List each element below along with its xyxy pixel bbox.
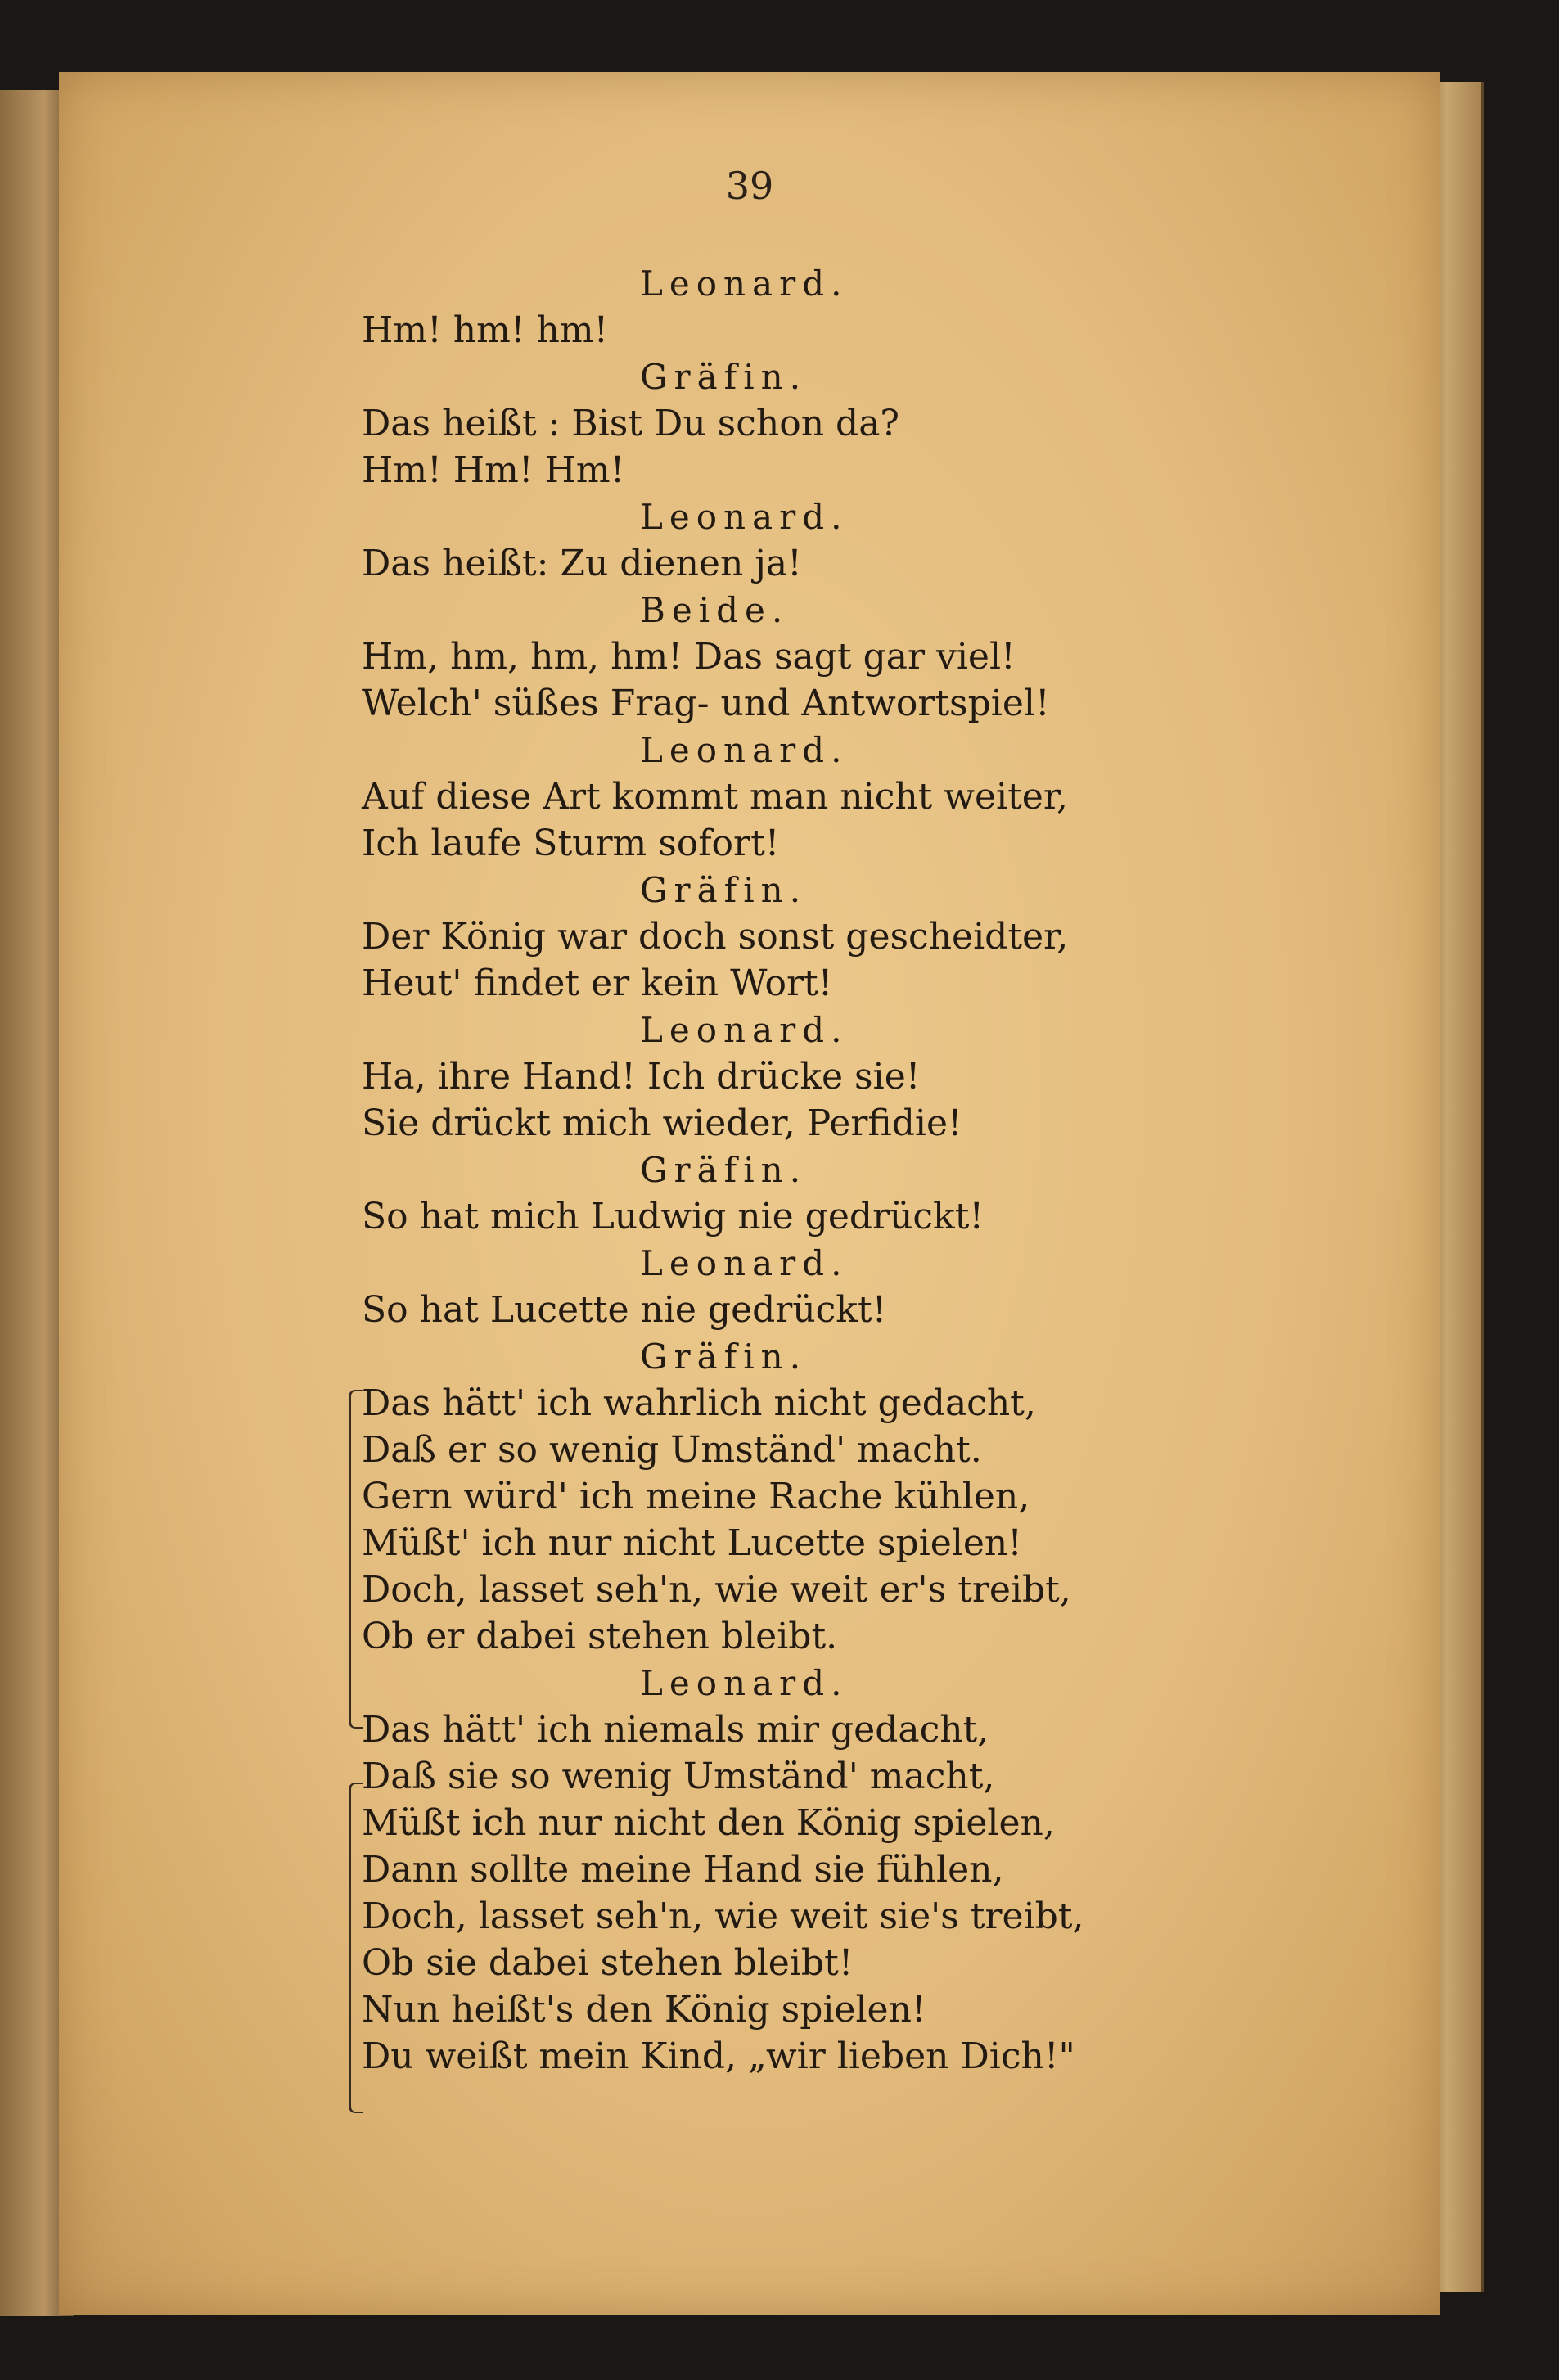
verse-line: Daß er so wenig Umständ' macht. [362,1429,982,1471]
verse-line: Ob sie dabei stehen bleibt! [362,1942,854,1984]
verse-line: Nun heißt's den König spielen! [362,1989,926,2031]
verse-line: Das heißt : Bist Du schon da? [362,403,900,444]
speaker-name: Leonard. [640,497,849,537]
verse-line: Welch' süßes Frag- und Antwortspiel! [362,683,1050,724]
verse-line: Ich laufe Sturm sofort! [362,823,780,864]
verse-line: Hm, hm, hm, hm! Das sagt gar viel! [362,636,1016,678]
verse-line: Auf diese Art kommt man nicht weiter, [362,776,1069,818]
verse-line: Ha, ihre Hand! Ich drücke sie! [362,1056,921,1098]
verse-line: Das hätt' ich niemals mir gedacht, [362,1709,989,1751]
verse-line: Doch, lasset seh'n, wie weit sie's treibt, [362,1895,1084,1937]
speaker-name: Leonard. [640,730,849,770]
play-text [362,260,1344,2080]
verse-bracket [349,1390,363,1729]
speaker-name: Gräfin. [640,1336,808,1377]
page-number: 39 [725,164,774,208]
speaker-name: Leonard. [640,1663,849,1703]
verse-line: Der König war doch sonst gescheidter, [362,916,1069,958]
speaker-name: Gräfin. [640,357,808,397]
verse-line: Müßt' ich nur nicht Lucette spielen! [362,1522,1022,1564]
verse-line: So hat Lucette nie gedrückt! [362,1289,887,1331]
speaker-name: Gräfin. [640,870,808,910]
verse-bracket [349,1783,363,2113]
speaker-name: Leonard. [640,264,849,304]
verse-line: Das heißt: Zu dienen ja! [362,543,802,584]
verse-line: So hat mich Ludwig nie gedrückt! [362,1196,985,1237]
speaker-name: Leonard. [640,1010,849,1050]
verse-line: Dann sollte meine Hand sie fühlen, [362,1849,1004,1891]
speaker-name: Beide. [640,590,790,630]
speaker-name: Leonard. [640,1243,849,1283]
verse-line: Hm! hm! hm! [362,309,609,351]
verse-line: Sie drückt mich wieder, Perfidie! [362,1102,962,1144]
verse-line: Heut' findet er kein Wort! [362,962,833,1004]
verse-line: Hm! Hm! Hm! [362,449,625,491]
speaker-name: Gräfin. [640,1150,808,1190]
verse-line: Gern würd' ich meine Rache kühlen, [362,1476,1030,1517]
verse-line: Du weißt mein Kind, „wir lieben Dich!" [362,2035,1075,2077]
verse-line: Ob er dabei stehen bleibt. [362,1616,838,1657]
verse-line: Das hätt' ich wahrlich nicht gedacht, [362,1382,1036,1424]
verse-line: Müßt ich nur nicht den König spielen, [362,1802,1055,1844]
verse-line: Daß sie so wenig Umständ' macht, [362,1756,995,1797]
verse-line: Doch, lasset seh'n, wie weit er's treibt, [362,1569,1071,1611]
book-page [59,72,1440,2315]
